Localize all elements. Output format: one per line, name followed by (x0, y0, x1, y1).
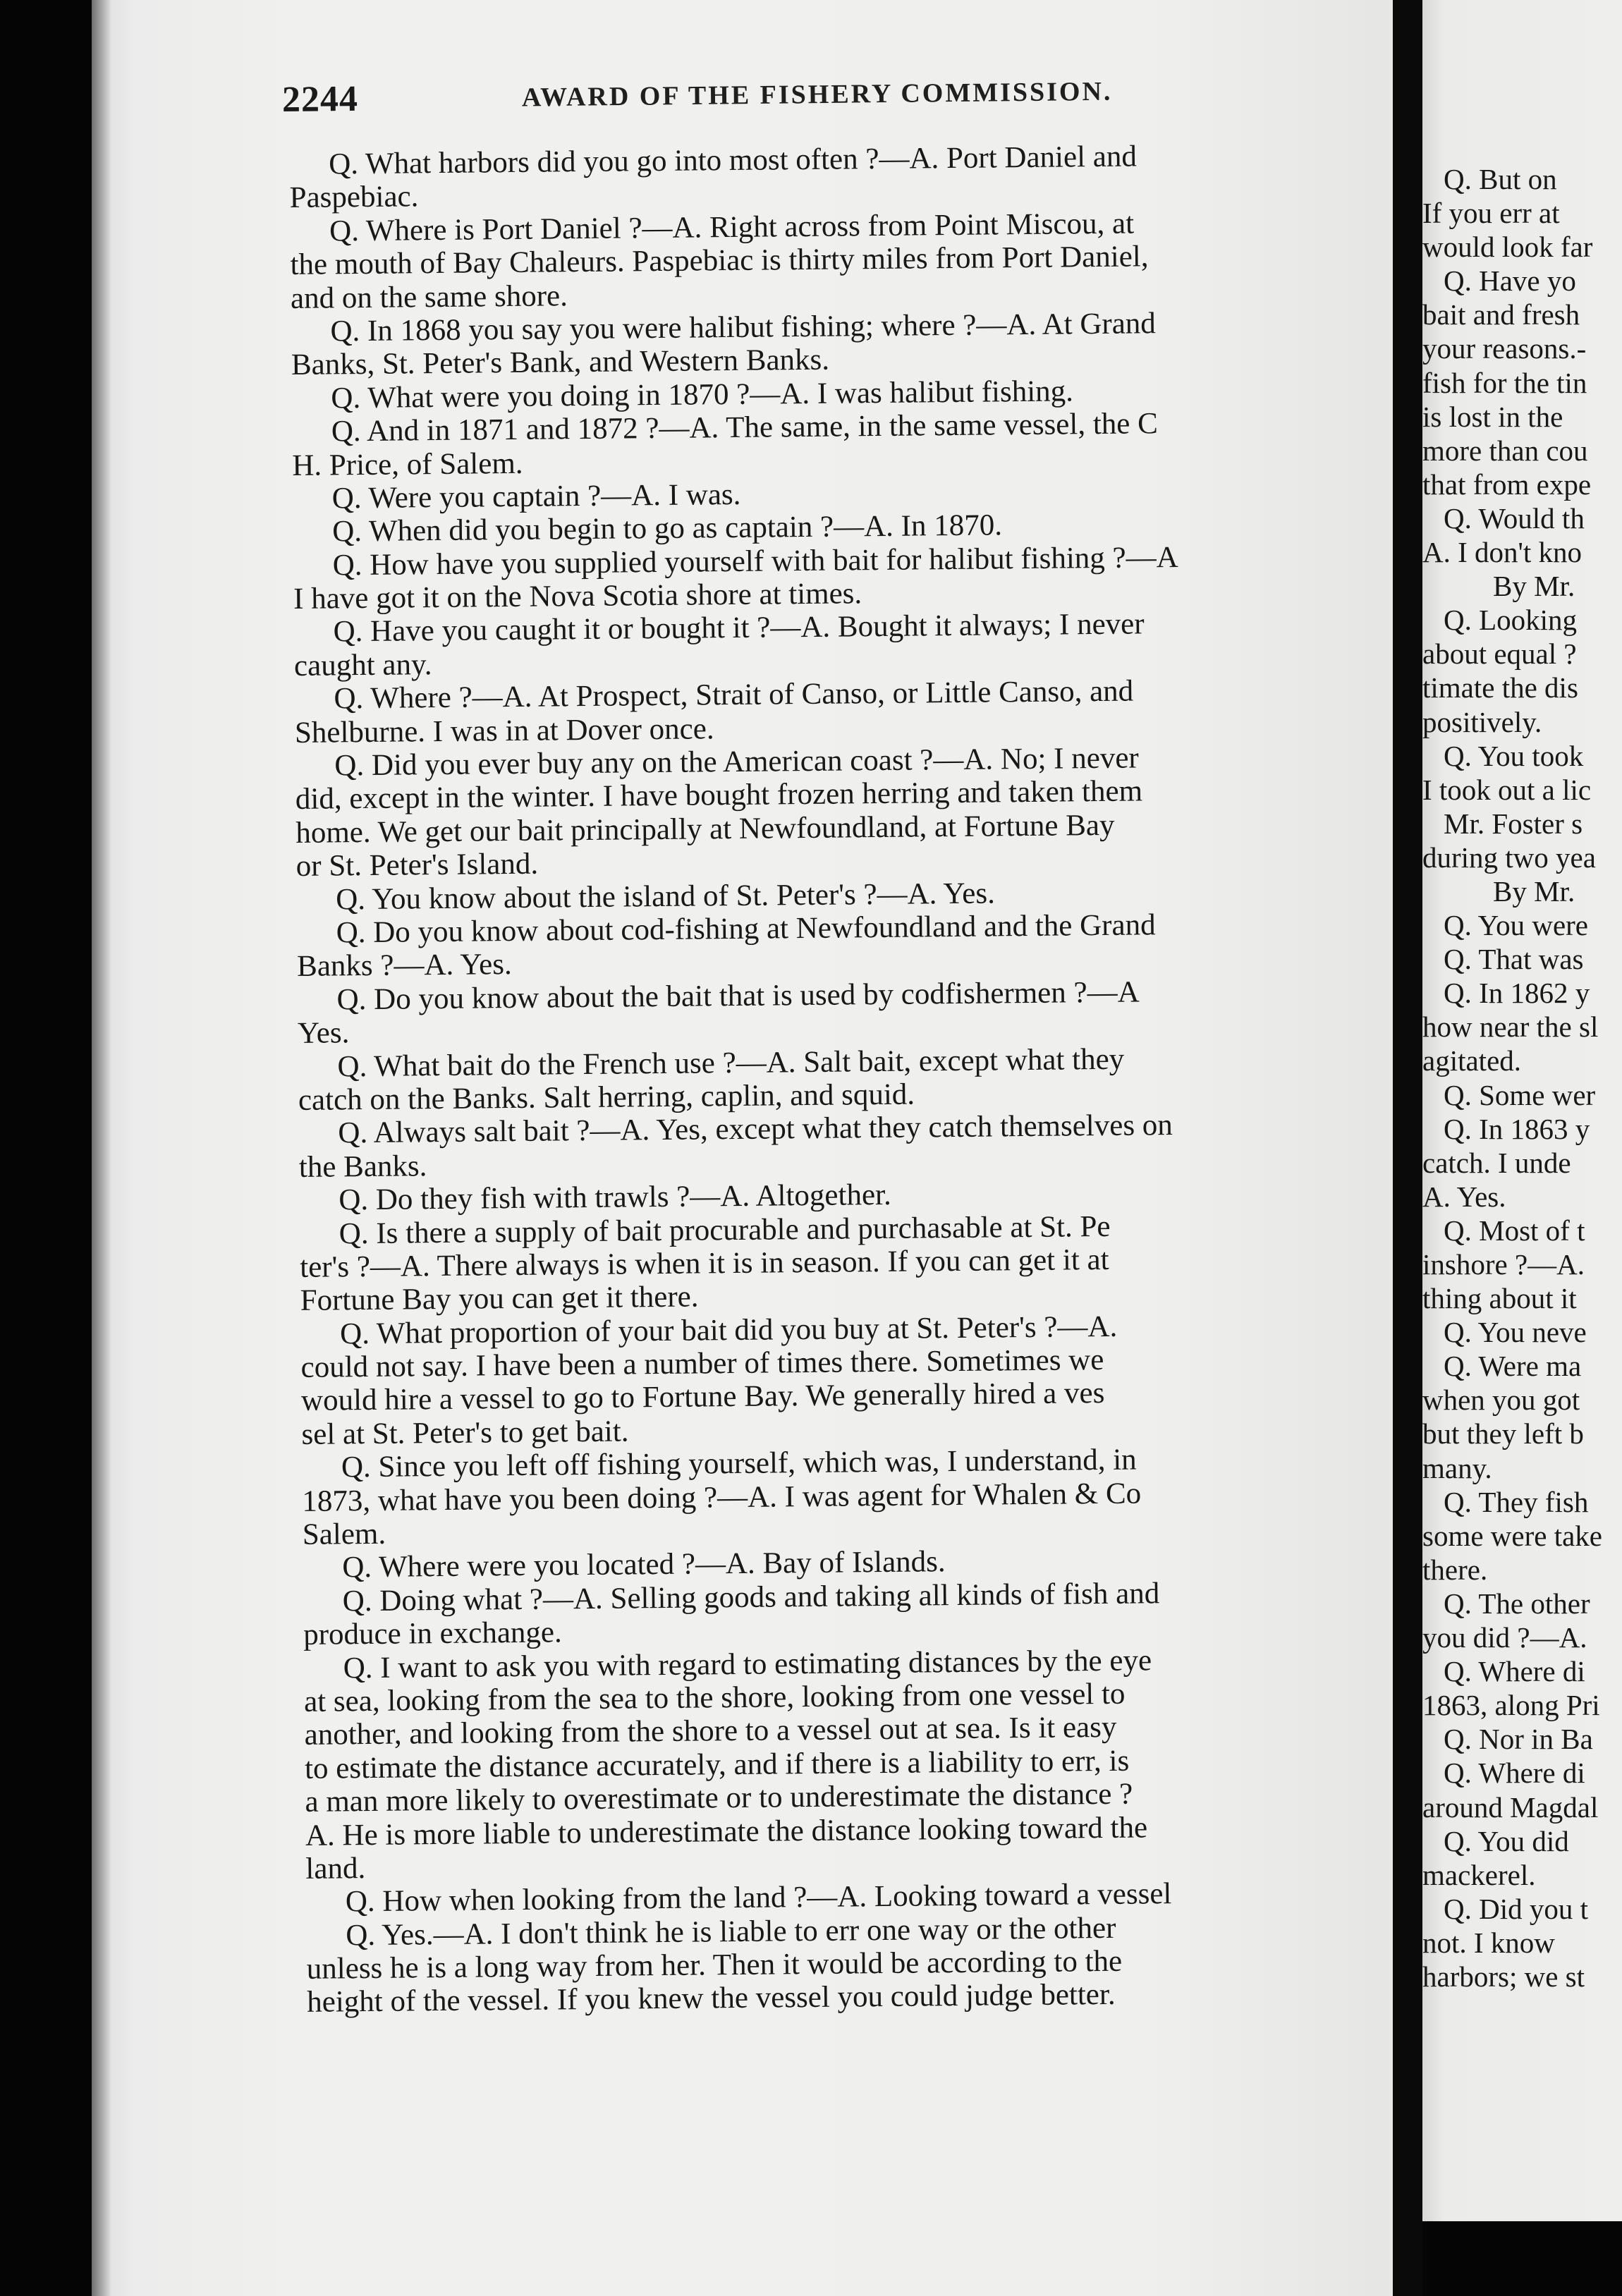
text-line: when you got (1422, 1384, 1580, 1417)
text-line: Q. Do you know about the bait that is used by codfishermen ?—A (336, 975, 1140, 1017)
text-line: Q. Yes.—A. I don't think he is liable to err one way or the other (346, 1911, 1116, 1953)
text-line: you did ?—A. (1422, 1621, 1587, 1654)
text-line: Yes. (297, 1016, 350, 1051)
text-line: is lost in the (1422, 400, 1563, 433)
text-line: Salem. (302, 1517, 386, 1551)
text-line: 1863, along Pri (1422, 1689, 1600, 1722)
text-line: Banks, St. Peter's Bank, and Western Banks. (291, 343, 830, 382)
text-line: Q. You were (1444, 909, 1588, 942)
text-line: caught any. (293, 647, 432, 683)
text-line: more than cou (1422, 434, 1588, 467)
text-line: positively. (1422, 705, 1542, 738)
text-line: catch. I unde (1422, 1146, 1571, 1179)
text-line: catch on the Banks. Salt herring, caplin, and squid. (298, 1077, 915, 1117)
text-line: not. I know (1422, 1926, 1555, 1959)
text-line: A. He is more liable to underestimate the distance looking toward the (305, 1810, 1148, 1852)
text-line: Q. When did you begin to go as captain ?—A. In 1870. (332, 508, 1003, 549)
page-edge-shadow (92, 0, 111, 2296)
running-head: AWARD OF THE FISHERY COMMISSION. (521, 76, 1113, 113)
text-line: Q. And in 1871 and 1872 ?—A. The same, in the same vessel, the C (331, 407, 1159, 448)
text-line: Q. I want to ask you with regard to estimating distances by the eye (343, 1643, 1152, 1685)
text-line: some were take (1422, 1519, 1602, 1552)
text-line: another, and looking from the shore to a vessel out at sea. Is it easy (304, 1711, 1117, 1752)
text-line: Q. Most of t (1444, 1214, 1585, 1247)
text-line: Q. Where di (1444, 1655, 1585, 1688)
text-line: Banks ?—A. Yes. (296, 948, 512, 984)
text-line: Q. In 1863 y (1444, 1112, 1590, 1145)
text-line: inshore ?—A. (1422, 1248, 1585, 1281)
text-line: Fortune Bay you can get it there. (300, 1280, 699, 1318)
text-line: Q. What were you doing in 1870 ?—A. I was halibut fishing. (331, 374, 1074, 415)
text-line: Q. Looking (1444, 604, 1578, 637)
speaker-heading: By Mr. (1493, 874, 1575, 908)
text-line: Q. Some wer (1444, 1078, 1596, 1111)
text-line: land. (305, 1851, 366, 1886)
text-line: Q. Doing what ?—A. Selling goods and taking all kinds of fish and (342, 1577, 1160, 1618)
text-line: 1873, what have you been doing ?—A. I was agent for Whalen & Co (302, 1477, 1142, 1518)
text-line: Q. Did you t (1444, 1892, 1588, 1925)
text-line: Q. Have yo (1444, 264, 1576, 298)
text-line: I have got it on the Nova Scotia shore at times. (293, 577, 862, 616)
text-line: Q. Would th (1444, 501, 1585, 535)
text-line: Paspebiac. (289, 180, 419, 215)
text-line: Q. In 1862 y (1444, 977, 1590, 1010)
text-line: Q. Were ma (1444, 1350, 1582, 1383)
text-line: Mr. Foster s (1444, 807, 1583, 840)
scan-background-corner (1422, 2221, 1622, 2296)
text-line: thing about it (1422, 1282, 1577, 1315)
text-line: would hire a vessel to go to Fortune Bay. We generally hired a ves (300, 1376, 1105, 1418)
text-line: Q. The other (1444, 1587, 1590, 1620)
text-line: timate the dis (1422, 671, 1578, 704)
text-line: a man more likely to overestimate or to underestimate the distance ? (305, 1777, 1133, 1819)
text-line: Q. Always salt bait ?—A. Yes, except what they catch themselves on (338, 1109, 1173, 1150)
text-line: sel at St. Peter's to get bait. (301, 1415, 629, 1451)
text-line: that from expe (1422, 468, 1592, 501)
left-page-text (289, 138, 1414, 2020)
text-line: agitated. (1422, 1044, 1522, 1077)
text-line: Q. In 1868 you say you were halibut fishing; where ?—A. At Grand (330, 307, 1156, 348)
text-line: fish for the tin (1422, 366, 1587, 399)
page-number: 2244 (281, 78, 359, 120)
text-line: I took out a lic (1422, 773, 1592, 806)
text-line: there. (1422, 1553, 1488, 1586)
text-line: mackerel. (1422, 1858, 1536, 1891)
text-line: your reasons.- (1422, 332, 1587, 365)
text-line: Q. You took (1444, 739, 1584, 772)
text-line: Q. How have you supplied yourself with bait for halibut fishing ?—A (332, 540, 1178, 582)
text-line: height of the vessel. If you knew the vessel you could judge better. (307, 1978, 1116, 2020)
text-line: produce in exchange. (303, 1616, 562, 1652)
text-line: Q. Since you left off fishing yourself, which was, I understand, in (341, 1443, 1137, 1484)
text-line: If you err at (1422, 197, 1560, 230)
text-line: during two yea (1422, 841, 1596, 874)
text-line: could not say. I have been a number of times there. Sometimes we (300, 1343, 1104, 1384)
text-line: many. (1422, 1451, 1492, 1484)
right-page-text (1422, 162, 1622, 1993)
text-line: A. I don't kno (1422, 536, 1583, 569)
text-line: Q. Do they fish with trawls ?—A. Altogether. (339, 1178, 891, 1217)
text-line: would look far (1422, 231, 1593, 264)
text-line: Q. Where ?—A. At Prospect, Strait of Canso, or Little Canso, and (334, 674, 1134, 716)
text-line: around Magdal (1422, 1790, 1599, 1824)
text-line: Shelburne. I was in at Dover once. (294, 712, 714, 750)
text-line: or St. Peter's Island. (295, 847, 539, 884)
text-line: did, except in the winter. I have bought frozen herring and taken them (295, 774, 1143, 817)
text-line: Q. Is there a supply of bait procurable and purchasable at St. Pe (339, 1209, 1111, 1250)
speaker-heading: By Mr. (1493, 570, 1575, 603)
text-line: Q. You did (1444, 1824, 1569, 1857)
text-line: Q. You know about the island of St. Peter's ?—A. Yes. (336, 877, 996, 917)
text-line: bait and fresh (1422, 298, 1580, 331)
text-line: but they left b (1422, 1417, 1584, 1451)
text-line: Q. Do you know about cod-fishing at Newfoundland and the Grand (336, 908, 1156, 950)
text-line: Q. How when looking from the land ?—A. Looking toward a vessel (345, 1877, 1172, 1919)
text-line: Q. Nor in Ba (1444, 1723, 1593, 1756)
text-line: Q. Were you captain ?—A. I was. (331, 477, 741, 515)
text-line: A. Yes. (1422, 1180, 1506, 1213)
text-line: Q. But on (1444, 163, 1557, 195)
text-line: ter's ?—A. There always is when it is in season. If you can get it at (300, 1242, 1109, 1284)
text-line: at sea, looking from the sea to the shore, looking from one vessel to (303, 1677, 1126, 1718)
text-line: how near the sl (1422, 1010, 1599, 1044)
text-line: Q. Where is Port Daniel ?—A. Right across from Point Miscou, at (329, 207, 1135, 248)
text-line: about equal ? (1422, 637, 1577, 671)
text-line: to estimate the distance accurately, and if there is a liability to err, is (304, 1744, 1130, 1785)
text-line: Q. What harbors did you go into most often ?—A. Port Daniel and (328, 140, 1138, 181)
text-line: H. Price, of Salem. (292, 446, 523, 482)
text-line: Q. What proportion of your bait did you buy at St. Peter's ?—A. (339, 1309, 1118, 1351)
text-line: Q. Have you caught it or bought it ?—A. Bought it always; I never (333, 607, 1145, 649)
text-line: Q. That was (1444, 943, 1584, 976)
text-line: Q. Where di (1444, 1757, 1585, 1790)
text-line: Q. They fish (1444, 1485, 1589, 1518)
text-line: the mouth of Bay Chaleurs. Paspebiac is thirty miles from Port Daniel, (290, 240, 1149, 282)
text-line: the Banks. (298, 1149, 427, 1184)
text-line: Q. Where were you located ?—A. Bay of Islands. (342, 1545, 946, 1584)
text-line: Q. You neve (1444, 1316, 1587, 1349)
text-line: home. We get our bait principally at Newfoundland, at Fortune Bay (295, 808, 1115, 850)
text-line: and on the same shore. (290, 279, 568, 315)
text-line: unless he is a long way from her. Then it would be according to the (306, 1944, 1123, 1986)
text-line: Q. Did you ever buy any on the American coast ?—A. No; I never (334, 741, 1139, 783)
text-line: Q. What bait do the French use ?—A. Salt bait, except what they (337, 1042, 1125, 1083)
text-line: harbors; we st (1422, 1960, 1585, 1993)
